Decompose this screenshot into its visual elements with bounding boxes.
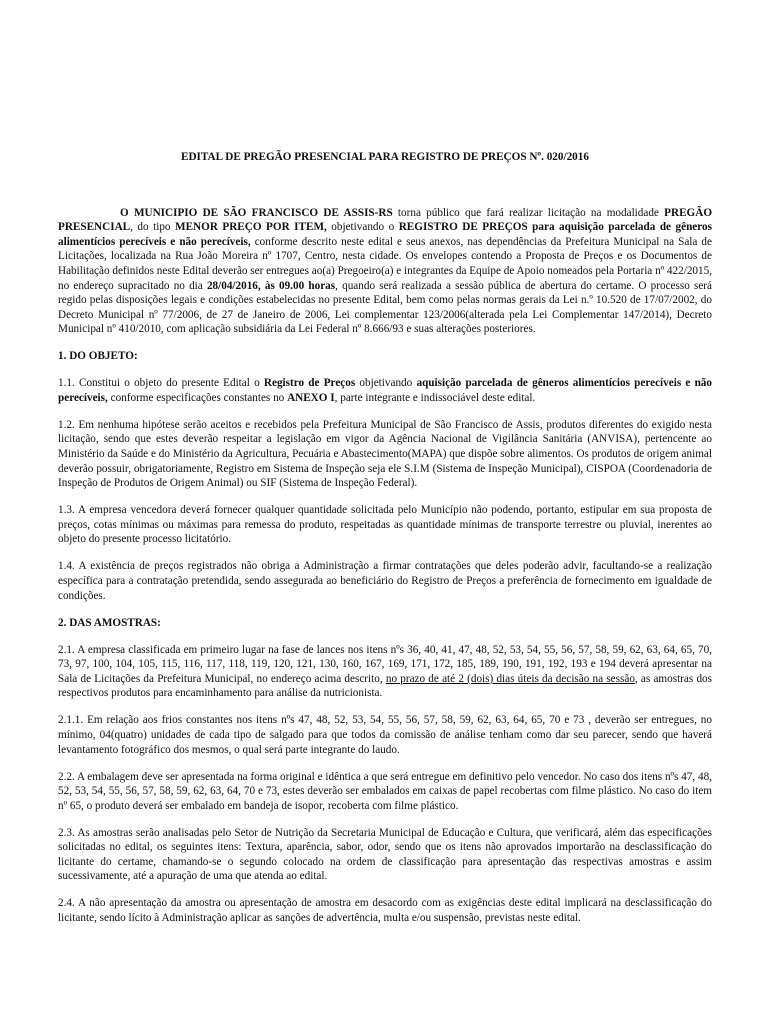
intro-tipo: MENOR PREÇO POR ITEM,: [175, 221, 327, 234]
section-heading-amostras: 2. DAS AMOSTRAS:: [58, 616, 161, 629]
clause-1-3: 1.3. A empresa vencedora deverá fornecer qualquer quantidade solicitada pelo Município não podendo, portanto, estipular em sua proposta de preços, cotas mínimas ou máximas para remessa do produto, respeitadas as quantidade mínimas de transporte terrestre ou pluvial, inerentes ao objeto do presente processo licitatório.: [58, 504, 712, 546]
clause-2-1-text-b: , as amostras dos respectivos produtos para encaminhamento para análise da nutricionista.: [58, 672, 712, 700]
intro-municipio: O MUNICIPIO DE SÃO FRANCISCO DE ASSIS-RS: [120, 206, 393, 219]
clause-2-1: [58, 643, 712, 701]
clause-2-1-prazo: no prazo de até 2 (dois) dias úteis da decisão na sessão: [385, 672, 635, 685]
intro-modalidade: PREGÃO PRESENCIAL: [58, 206, 713, 234]
clause-1-1-text-a: 1.1. Constitui o objeto do presente Edital o: [58, 377, 264, 390]
intro-text-3: objetivando o: [326, 221, 399, 234]
clause-1-1-registro: Registro de Preços: [263, 377, 356, 390]
intro-paragraph: [58, 206, 712, 337]
intro-text-2: , do tipo: [130, 221, 176, 234]
intro-text-1: torna público que fará realizar licitação na modalidade: [392, 206, 665, 219]
clause-2-1-text-a: 2.1. A empresa classificada em primeiro lugar na fase de lances nos itens nºs 36, 40, 41, 47, 48, 52, 53, 54, 55, 56, 57, 58, 59, 62, 63, 64, 65, 70, 73, 97, 100, 104, 105, 115, 116, 117, 118, 119, 120, 121, 130, 160, 167, 169, 171, 172, 185, 189, 190, 191, 192, 193 e 194 deverá apresentar na Sala de Licitações da Prefeitura Municipal, no endereço acima descrito,: [58, 643, 712, 685]
clause-1-1-text-e: conforme especificações constantes no: [107, 391, 288, 404]
clause-1-1: [58, 376, 712, 405]
document-title: EDITAL DE PREGÃO PRESENCIAL PARA REGISTRO DE PREÇOS Nº. 020/2016: [181, 151, 589, 163]
section-heading-objeto: 1. DO OBJETO:: [58, 350, 138, 363]
intro-data-hora: 28/04/2016, às 09.00 horas: [206, 279, 336, 292]
clause-1-1-anexo: ANEXO I: [287, 391, 335, 404]
clause-1-2: 1.2. Em nenhuma hipótese serão aceitos e recebidos pela Prefeitura Municipal de São Francisco de Assis, produtos diferentes do exigido nesta licitação, sendo que estes deverão respeitar a legislação em vigor da Agência Nacional de Vigilância Sanitária (ANVISA), pertencente ao Ministério da Saúde e do Ministério da Agricultura, Pecuária e Abastecimento(MAPA) que dispõe sobre alimentos. Os produtos de origem animal deverão possuir, obrigatoriamente, Registro em Sistema de Inspeção seja ele S.I.M (Sistema de Inspeção Municipal), CISPOA (Coordenadoria de Inspeção de Produtos de Origem Animal) ou SIF (Sistema de Inspeção Federal).: [58, 418, 712, 490]
clause-1-1-text-g: , parte integrante e indissociável deste edital.: [334, 391, 536, 404]
clause-1-1-text-c: objetivando: [355, 377, 417, 390]
intro-text-4: conforme descrito neste edital e seus anexos, nas dependências da Prefeitura Municipal na Sala de Licitações, localizada na Rua João Moreira nº 1707, Centro, nesta cidade. Os envelopes contendo a Proposta de Preços e os Documentos de Habilitação definidos neste Edital deverão ser entregues ao(a) Pregoeiro(a) e integrantes da Equipe de Apoio nomeados pela Portaria nº 422/2015, no endereço supracitado no dia: [58, 235, 712, 292]
clause-2-1-1: 2.1.1. Em relação aos frios constantes nos itens nºs 47, 48, 52, 53, 54, 55, 56, 57, 58, 59, 62, 63, 64, 65, 70 e 73 , deverão ser entregues, no mínimo, 04(quatro) unidades de cada tipo de salgado para que todos da comissão de análise tenham como dar seu parecer, sendo que haverá levantamento fotográfico dos mesmos, o qual será parte integrante do laudo.: [58, 714, 712, 756]
clause-1-1-aquisicao: aquisição parcelada de gêneros alimentícios perecíveis e não perecíveis,: [58, 377, 712, 404]
intro-objeto: REGISTRO DE PREÇOS para aquisição parcelada de gêneros alimentícios perecíveis e não perecíveis,: [58, 221, 712, 248]
clause-2-4: 2.4. A não apresentação da amostra ou apresentação de amostra em desacordo com as exigências deste edital implicará na desclassificação do licitante, sendo lícito à Administração aplicar as sanções de advertência, multa e/ou suspensão, previstas neste edital.: [58, 897, 712, 925]
intro-text-5: , quando será realizada a sessão pública de abertura do certame. O processo será regido pelas disposições legais e condições estabelecidas no presente Edital, bem como pelas normas gerais da Lei n.º 10.520 de 17/07/2002, do Decreto Municipal nº 77/2006, de 27 de Janeiro de 2006, Lei complementar 123/2006(alterada pela Lei Complementar 147/2014), Decreto Municipal nº 410/2010, com aplicação subsidiária da Lei Federal nº 8.666/93 e suas alterações posteriores.: [58, 279, 712, 336]
clause-1-4: 1.4. A existência de preços registrados não obriga a Administração a firmar contratações que deles poderão advir, facultando-se a realização específica para a contratação pretendida, sendo assegurada ao beneficiário do Registro de Preços a preferência de fornecimento em igualdade de condições.: [58, 560, 712, 602]
clause-2-3: 2.3. As amostras serão analisadas pelo Setor de Nutrição da Secretaria Municipal de Educação e Cultura, que verificará, além das especificações solicitadas no edital, os seguintes itens: Textura, aparência, sabor, odor, sendo que os itens não aprovados importarão na desclassificação do licitante do certame, chamando-se o segundo colocado na ordem de classificação para apresentação das respectivas amostras e assim sucessivamente, até a apuração de uma que atenda ao edital.: [58, 826, 712, 883]
clause-2-2: 2.2. A embalagem deve ser apresentada na forma original e idêntica a que será entregue em definitivo pelo vencedor. No caso dos itens nºs 47, 48, 52, 53, 54, 55, 56, 57, 58, 59, 62, 63, 64, 70 e 73, estes deverão ser embalados em caixas de papel recobertas com filme plástico. No caso do item nº 65, o produto deverá ser embalado em bandeja de isopor, recoberta com filme plástico.: [58, 770, 712, 812]
